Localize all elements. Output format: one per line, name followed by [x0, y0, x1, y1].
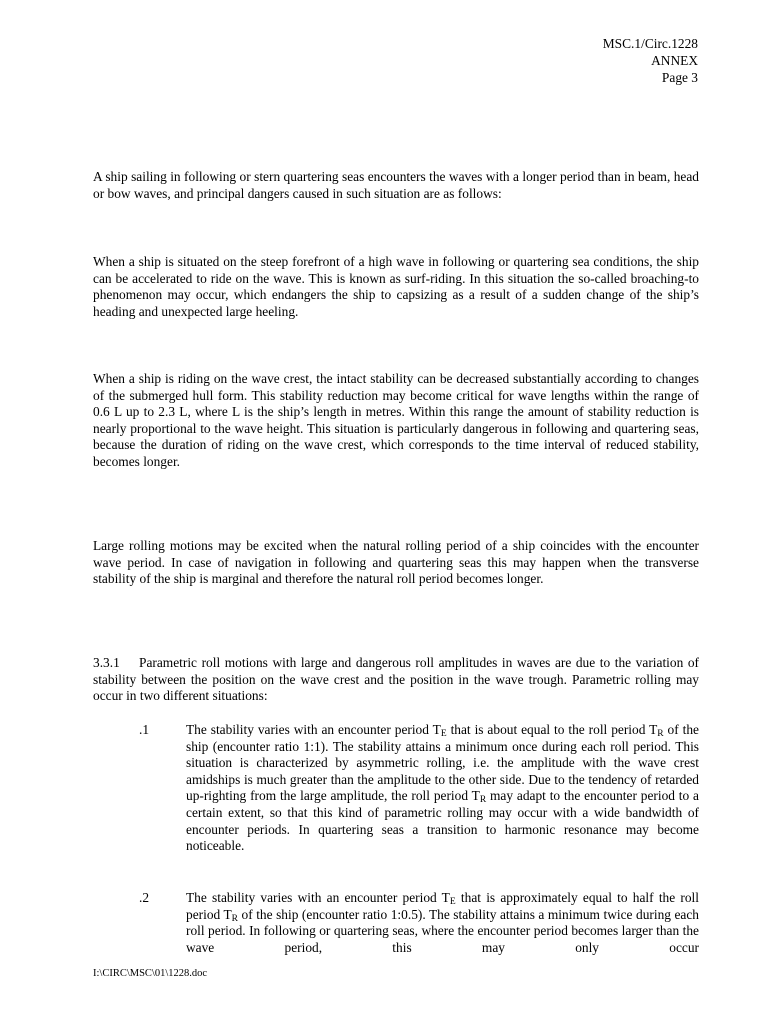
synchronous-rolling-paragraph: Large rolling motions may be excited when the natural rolling period of a ship coincides with the encounter wave period. In case of navigation in following and quartering seas this may happen when the transverse stability of the ship is marginal and therefore the natural roll period becomes longer. [93, 538, 699, 587]
list-item-text: The stability varies with an encounter period $T_E$ that is about equal to the roll period $T_R$ of the ship (encounter ratio 1:1). The stability attains a minimum once during each roll period. This situation is characterized by asymmetric rolling, i.e. the amplitude with the wave crest amidships is much greater than the amplitude to the other side. Due to the tendency of retarded up-righting from the large amplitude, the roll period $T_R$ may adapt to the encounter period to a certain extent, so that this kind of parametric rolling may occur with a wide bandwidth of encounter periods. In quartering seas a transition to harmonic resonance may become noticeable. [186, 722, 699, 854]
list-item-number: .2 [139, 890, 150, 905]
document-reference: MSC.1/Circ.1228 [602, 36, 698, 51]
intro-paragraph: A ship sailing in following or stern quartering seas encounters the waves with a longer period than in beam, head or bow waves, and principal dangers caused in such situation are as follows: [93, 169, 699, 201]
file-path-footer: I:\CIRC\MSC\01\1228.doc [93, 968, 208, 979]
list-item-number: .1 [139, 722, 150, 737]
annex-label: ANNEX [651, 53, 698, 68]
list-item-text: The stability varies with an encounter period $T_E$ that is approximately equal to half the roll period $T_R$ of the ship (encounter ratio 1:0.5). The stability attains a minimum twice during each roll period. In following or quartering seas, where the encounter period becomes larger than the wave period, this may only occur [186, 890, 699, 955]
wave-crest-paragraph: When a ship is riding on the wave crest, the intact stability can be decreased substantially according to changes of the submerged hull form. This stability reduction may become critical for wave lengths within the range of 0.6 L up to 2.3 L, where L is the ship’s length in metres. Within this range the amount of stability reduction is nearly proportional to the wave height. This situation is particularly dangerous in following and quartering seas, because the duration of riding on the wave crest, which corresponds to the time interval of reduced stability, becomes longer. [93, 371, 699, 469]
page-header [603, 35, 698, 86]
parametric-roll-paragraph [93, 655, 699, 705]
page-number: Page 3 [661, 70, 698, 85]
paragraph-text: Parametric roll motions with large and dangerous roll amplitudes in waves are due to the variation of stability between the position on the wave crest and the position in the wave trough. Parametric rolling may occur in two different situations: [93, 655, 699, 704]
paragraph-number: 3.3.1 [93, 655, 120, 670]
surf-riding-paragraph: When a ship is situated on the steep forefront of a high wave in following or quartering sea conditions, the ship can be accelerated to ride on the wave. This is known as surf-riding. In this situation the so-called broaching-to phenomenon may occur, which endangers the ship to capsizing as a result of a sudden change of the ship’s heading and unexpected large heeling. [93, 254, 699, 319]
